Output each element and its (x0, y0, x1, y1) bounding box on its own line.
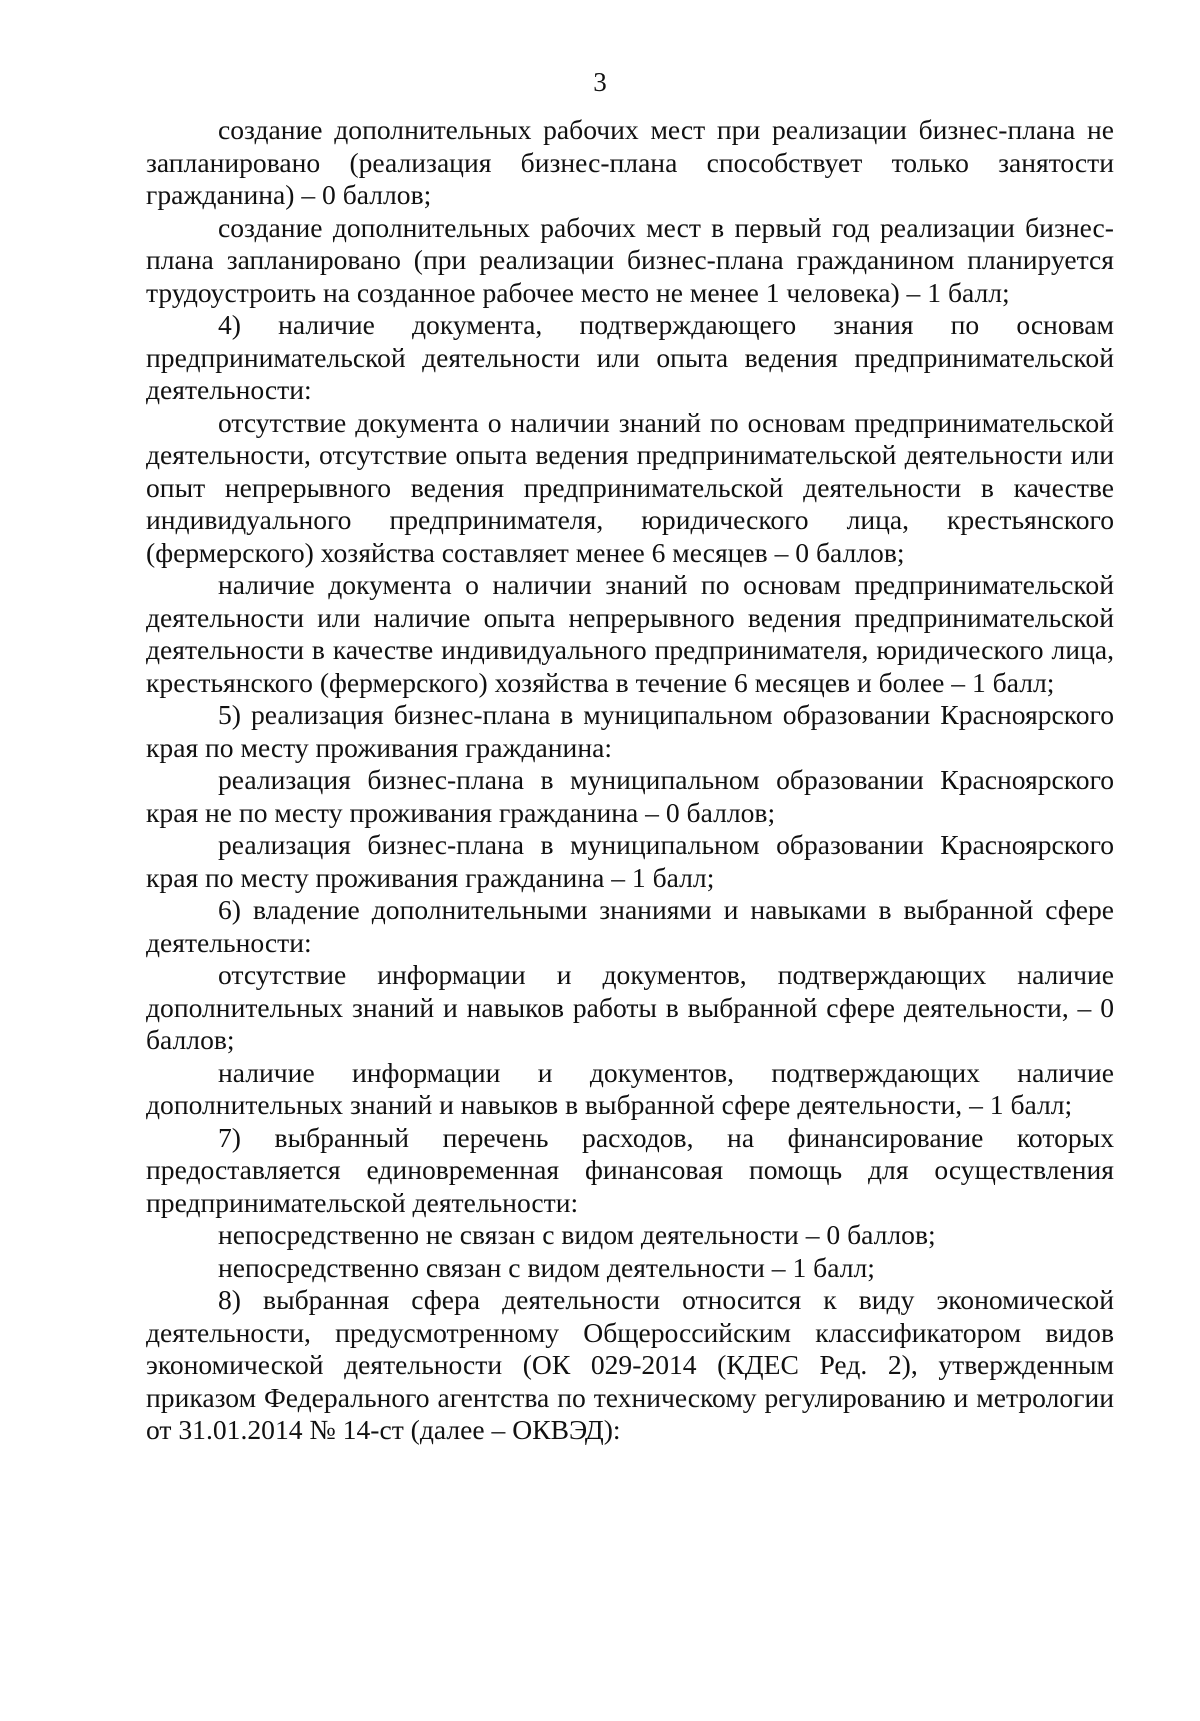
paragraph: создание дополнительных рабочих мест при реализации бизнес-плана не запланировано (реализация бизнес-плана способствует только занятости гражданина) – 0 баллов; (146, 114, 1114, 210)
paragraph: реализация бизнес-плана в муниципальном образовании Красноярского края не по месту проживания гражданина – 0 баллов; (146, 764, 1114, 828)
paragraph: создание дополнительных рабочих мест в первый год реализации бизнес-плана запланировано (при реализации бизнес-плана гражданином планируется трудоустроить на созданное рабочее место не менее 1 человека) – 1 балл; (146, 211, 1114, 308)
paragraph: 7) выбранный перечень расходов, на финансирование которых предоставляется единовременная финансовая помощь для осуществления предпринимательской деятельности: (146, 1121, 1114, 1218)
page-number: 3 (593, 67, 607, 97)
paragraph: 5) реализация бизнес-плана в муниципальном образовании Красноярского края по месту проживания гражданина: (146, 699, 1114, 763)
paragraph: 8) выбранная сфера деятельности относится к виду экономической деятельности, предусмотренному Общероссийским классификатором видов экономической деятельности (ОК 029-2014 (КДЕС Ред. 2), утвержденным приказом Федерального агентства по техническому регулированию и метрологии от 31.01.2014 № 14-ст (далее – ОКВЭД): (146, 1284, 1114, 1445)
paragraph: наличие документа о наличии знаний по основам предпринимательской деятельности или наличие опыта непрерывного ведения предпринимательской деятельности в качестве индивидуального предпринимателя, юридического лица, крестьянского (фермерского) хозяйства в течение 6 месяцев и более – 1 балл; (146, 569, 1114, 698)
document-body (146, 114, 1114, 1447)
paragraph: реализация бизнес-плана в муниципальном образовании Красноярского края по месту проживания гражданина – 1 балл; (146, 829, 1114, 893)
paragraph: наличие информации и документов, подтверждающих наличие дополнительных знаний и навыков в выбранной сфере деятельности, – 1 балл; (146, 1056, 1114, 1120)
paragraph: непосредственно связан с видом деятельности – 1 балл; (218, 1251, 875, 1283)
paragraph: 6) владение дополнительными знаниями и навыками в выбранной сфере деятельности: (146, 894, 1114, 958)
paragraph: непосредственно не связан с видом деятельности – 0 баллов; (218, 1219, 936, 1250)
paragraph: отсутствие документа о наличии знаний по основам предпринимательской деятельности, отсутствие опыта ведения предпринимательской деятельности или опыт непрерывного ведения предпринимательской деятельности в качестве индивидуального предпринимателя, юридического лица, крестьянского (фермерского) хозяйства составляет менее 6 месяцев – 0 баллов; (146, 406, 1114, 568)
paragraph: отсутствие информации и документов, подтверждающих наличие дополнительных знаний и навыков работы в выбранной сфере деятельности, – 0 баллов; (146, 959, 1114, 1055)
paragraph: 4) наличие документа, подтверждающего знания по основам предпринимательской деятельности или опыта ведения предпринимательской деятельности: (146, 309, 1114, 405)
